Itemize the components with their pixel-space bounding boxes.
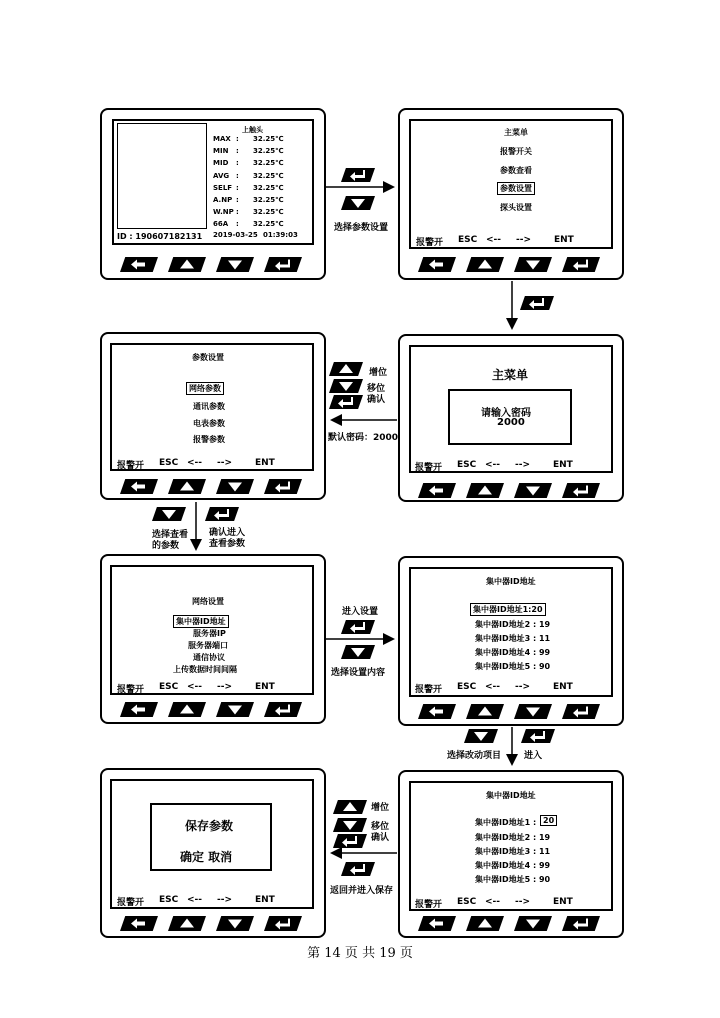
id-address-2[interactable]: 集中器ID地址2 : 19 — [475, 620, 551, 629]
esc-softkey[interactable]: ESC — [457, 897, 477, 907]
label-default-password: 默认密码：2000 — [328, 433, 399, 443]
reading-value: 32.25℃ — [253, 220, 284, 229]
edit-id-address-5[interactable]: 集中器ID地址5 : 90 — [475, 875, 551, 884]
edit-id-address-1-label: 集中器ID地址1 : — [475, 818, 537, 827]
menu-item-network-param[interactable]: 网络参数 — [186, 382, 224, 395]
edit-id-address-3[interactable]: 集中器ID地址3 : 11 — [475, 847, 551, 856]
flow-down-key-icon — [333, 818, 367, 832]
reading-label: SELF — [213, 183, 233, 192]
reading-value: 32.25℃ — [253, 171, 284, 180]
reading-label: A.NP — [213, 196, 233, 204]
menu-item-server-port[interactable]: 服务器端口 — [188, 641, 228, 650]
label-confirm-enter-1: 确认进入 — [209, 528, 246, 538]
id-address-4[interactable]: 集中器ID地址4 : 99 — [475, 648, 551, 657]
esc-softkey[interactable]: ESC — [159, 458, 179, 468]
password-value[interactable]: 2000 — [497, 417, 525, 428]
left-softkey[interactable]: <-- — [486, 235, 502, 245]
menu-item-main: 主菜单 — [504, 128, 528, 137]
esc-softkey[interactable]: ESC — [159, 682, 179, 692]
reading-separator: : — [236, 147, 239, 156]
reading-time: 01:39:03 — [263, 231, 298, 239]
reading-separator: : — [236, 135, 239, 143]
right-softkey[interactable]: --> — [217, 895, 233, 905]
ent-softkey[interactable]: ENT — [553, 897, 573, 907]
ent-softkey[interactable]: ENT — [255, 895, 275, 905]
reading-separator: : — [236, 183, 239, 192]
id-address-3[interactable]: 集中器ID地址3 : 11 — [475, 634, 551, 643]
save-param-title: 保存参数 — [185, 819, 234, 833]
left-softkey[interactable]: <-- — [187, 682, 203, 692]
edit-id-address-1-value[interactable]: 20 — [540, 815, 557, 826]
flow-enter-key-icon — [341, 620, 375, 634]
esc-softkey[interactable]: ESC — [458, 235, 478, 245]
reading-value: 32.25℃ — [253, 135, 284, 143]
flow-up-key-icon — [329, 362, 363, 376]
alarm-on-softkey[interactable]: 报警开 — [415, 900, 443, 910]
menu-item-meter-param[interactable]: 电表参数 — [193, 419, 225, 428]
label-confirm: 确认 — [367, 395, 386, 405]
label-enter: 进入 — [524, 751, 543, 761]
menu-item-param-set-selected[interactable]: 参数设置 — [497, 182, 535, 195]
flow-down-key-icon — [329, 379, 363, 393]
esc-softkey[interactable]: ESC — [457, 460, 477, 470]
id-address-1-selected[interactable]: 集中器ID地址1:20 — [470, 603, 546, 616]
alarm-on-softkey[interactable]: 报警开 — [117, 685, 145, 695]
flow-enter-key-icon — [329, 395, 363, 409]
flow-down-key-icon — [341, 645, 375, 659]
left-softkey[interactable]: <-- — [187, 895, 203, 905]
edit-id-address-2[interactable]: 集中器ID地址2 : 19 — [475, 833, 551, 842]
menu-item-server-ip[interactable]: 服务器IP — [193, 629, 226, 638]
esc-softkey[interactable]: ESC — [457, 682, 477, 692]
esc-softkey[interactable]: ESC — [159, 895, 179, 905]
reading-separator: : — [236, 171, 239, 180]
reading-label: MAX — [213, 135, 231, 143]
flow-enter-key-icon — [333, 834, 367, 848]
menu-item-comm-param[interactable]: 通讯参数 — [193, 402, 225, 411]
concentrator-edit-title: 集中器ID地址 — [486, 791, 536, 800]
reading-date: 2019-03-25 — [213, 231, 258, 239]
flow-enter-key-icon — [341, 168, 375, 182]
flow-up-key-icon — [333, 800, 367, 814]
reading-label: AVG — [213, 171, 230, 180]
reading-separator: : — [236, 159, 239, 168]
label-inc-2: 增位 — [371, 803, 390, 813]
alarm-on-softkey[interactable]: 报警开 — [415, 685, 443, 695]
left-softkey[interactable]: <-- — [485, 897, 501, 907]
menu-item-param-view[interactable]: 参数查看 — [500, 166, 532, 175]
left-softkey[interactable]: <-- — [187, 458, 203, 468]
label-shift-2: 移位 — [371, 822, 390, 832]
label-enter-setting: 进入设置 — [342, 607, 379, 617]
device-id: ID : 190607182131 — [117, 232, 203, 241]
label-confirm-enter-2: 查看参数 — [209, 539, 246, 549]
right-softkey[interactable]: --> — [516, 235, 532, 245]
reading-value: 32.25℃ — [253, 208, 284, 217]
flow-enter-key-icon — [341, 862, 375, 876]
ent-softkey[interactable]: ENT — [554, 235, 574, 245]
left-softkey[interactable]: <-- — [485, 682, 501, 692]
label-select-view-1: 选择查看 — [152, 530, 189, 540]
reading-value: 32.25℃ — [253, 159, 284, 168]
right-softkey[interactable]: --> — [515, 897, 531, 907]
menu-item-protocol[interactable]: 通信协议 — [193, 653, 225, 662]
ent-softkey[interactable]: ENT — [553, 460, 573, 470]
password-prompt: 请输入密码 — [481, 408, 531, 419]
ent-softkey[interactable]: ENT — [553, 682, 573, 692]
right-softkey[interactable]: --> — [515, 460, 531, 470]
reading-label: 66A — [213, 220, 229, 229]
reading-value: 32.25℃ — [253, 196, 284, 204]
concentrator-title: 集中器ID地址 — [486, 577, 536, 586]
alarm-on-softkey[interactable]: 报警开 — [416, 238, 444, 248]
menu-item-alarm-switch[interactable]: 报警开关 — [500, 147, 532, 156]
label-confirm-2: 确认 — [371, 833, 390, 843]
label-select-item: 选择改动项目 — [447, 751, 502, 761]
menu-item-upload-interval[interactable]: 上传数据时间间隔 — [173, 665, 237, 674]
label-select-content: 选择设置内容 — [331, 668, 386, 678]
left-softkey[interactable]: <-- — [485, 460, 501, 470]
page-footer: 第 14 页 共 19 页 — [307, 946, 413, 961]
label-return-save: 返回并进入保存 — [330, 886, 394, 896]
flow-down-key-icon — [341, 196, 375, 210]
id-address-5[interactable]: 集中器ID地址5 : 90 — [475, 662, 551, 671]
flow-enter-key-icon — [521, 729, 555, 743]
probe-title: 上触头 — [242, 126, 263, 134]
reading-separator: : — [236, 208, 239, 217]
label-select-param-set: 选择参数设置 — [334, 223, 389, 233]
reading-separator: : — [236, 196, 239, 204]
reading-value: 32.25℃ — [253, 147, 284, 156]
right-softkey[interactable]: --> — [515, 682, 531, 692]
label-inc: 增位 — [369, 368, 388, 378]
reading-separator: : — [236, 220, 239, 229]
ent-softkey[interactable]: ENT — [255, 458, 275, 468]
flow-enter-key-icon — [205, 507, 239, 521]
menu-item-concentrator-id[interactable]: 集中器ID地址 — [173, 615, 229, 628]
alarm-on-softkey[interactable]: 报警开 — [117, 898, 145, 908]
flow-down-key-icon — [464, 729, 498, 743]
flow-enter-key-icon — [520, 296, 554, 310]
reading-label: MID — [213, 159, 229, 168]
save-options[interactable]: 确定 取消 — [180, 850, 233, 864]
right-softkey[interactable]: --> — [217, 682, 233, 692]
edit-id-address-4[interactable]: 集中器ID地址4 : 99 — [475, 861, 551, 870]
alarm-on-softkey[interactable]: 报警开 — [117, 461, 145, 471]
reading-value: 32.25℃ — [253, 183, 284, 192]
flow-down-key-icon — [152, 507, 186, 521]
menu-item-alarm-param[interactable]: 报警参数 — [193, 435, 225, 444]
network-set-title: 网络设置 — [192, 597, 224, 606]
label-shift: 移位 — [367, 384, 386, 394]
main-menu-title: 主菜单 — [492, 368, 529, 382]
reading-label: MIN — [213, 147, 229, 156]
right-softkey[interactable]: --> — [217, 458, 233, 468]
menu-item-probe-set[interactable]: 探头设置 — [500, 203, 532, 212]
label-select-view-2: 的参数 — [152, 541, 180, 551]
alarm-on-softkey[interactable]: 报警开 — [415, 463, 443, 473]
reading-label: W.NP — [213, 208, 234, 217]
param-set-title: 参数设置 — [192, 353, 224, 362]
ent-softkey[interactable]: ENT — [255, 682, 275, 692]
